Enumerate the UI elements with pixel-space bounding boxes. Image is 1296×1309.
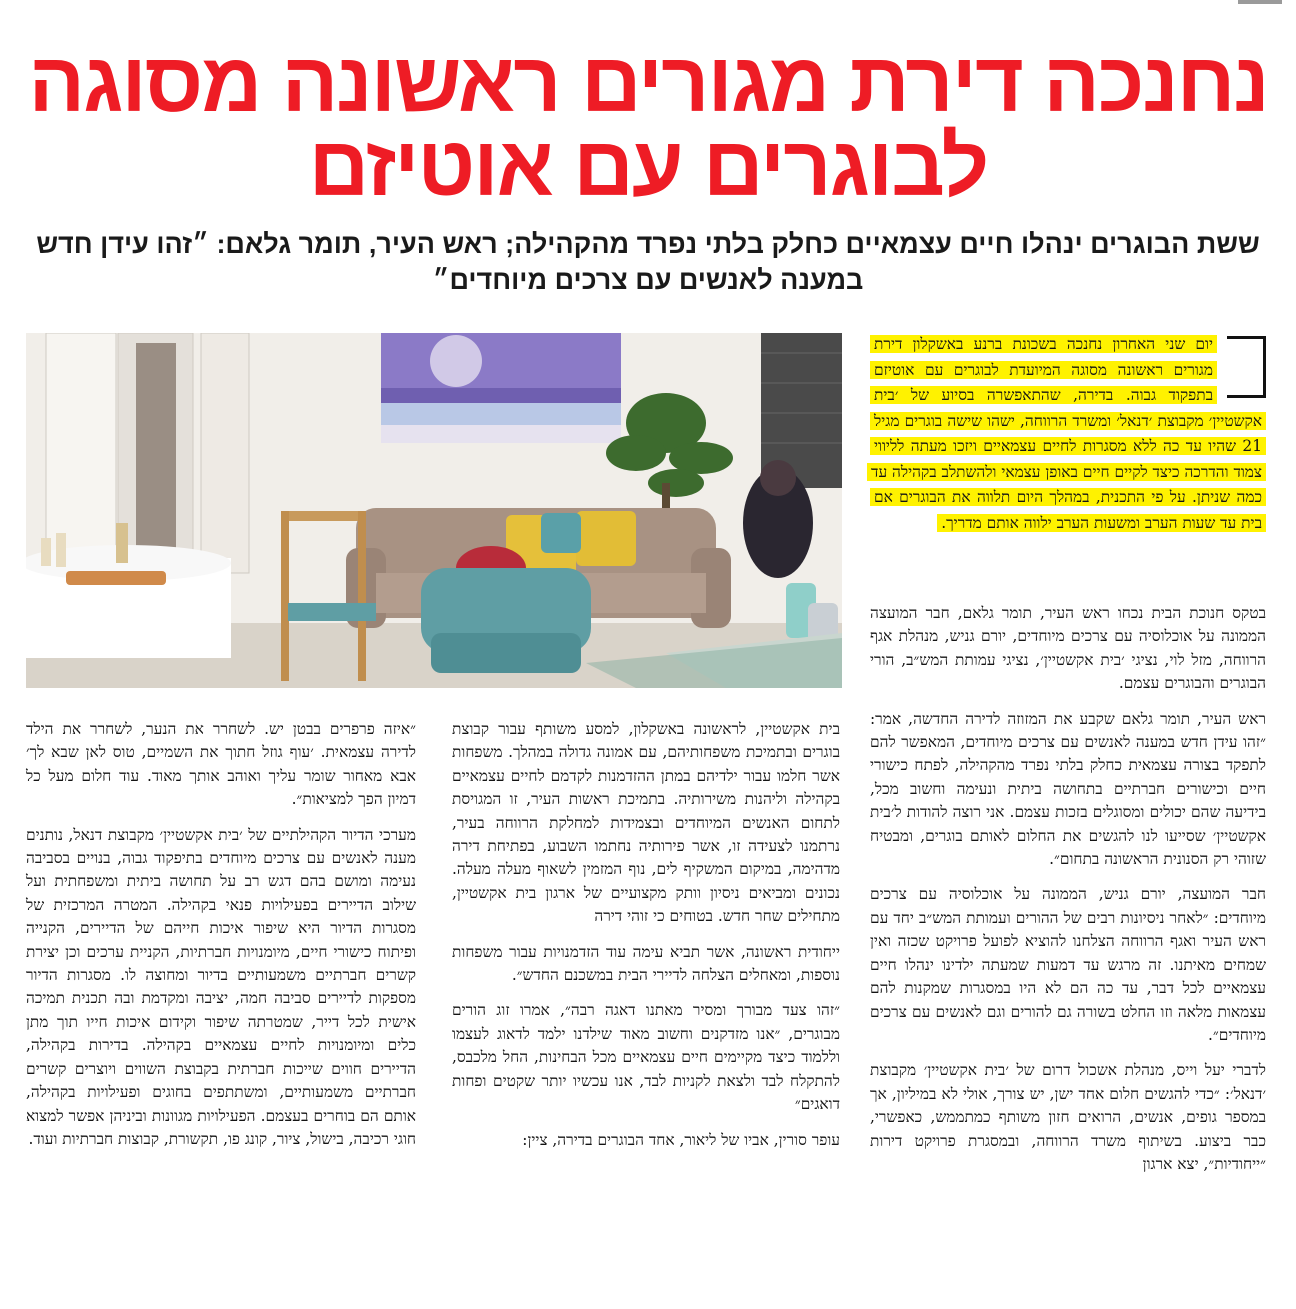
paragraph: ראש העיר, תומר גלאם שקבע את המזוזה לדירה החדשה, אמר: ״זהו עידן חדש במענה לאנשים עם צרכים מיוחדים, המאפשר להם לתפקד בצורה עצמאית כחלק בלתי נפרד מהקהילה, לפתח כישורי חיים וכישורים חברתיים בתחושה ביתית ונעימה וחשוב מכל, בידיעה שהם יכולים ומסוגלים בזכות עצמם. אני רוצה להודות ל׳בית אקשטיין׳ שסייעו לנו להגשים את החלום לאותם בוגרים, ומבטיח שזוהי רק הסנונית הראשונה בתחום״.: [870, 709, 1266, 869]
paragraph: ״זהו צעד מבורך ומסיר מאתנו דאגה רבה״, אמרו זוג הורים מבוגרים, ״אנו מזדקנים וחשוב מאוד שילדנו ילמד לדאוג לעצמו וללמוד כיצד מקיימים חיים עצמאיים מכל הבחינות, החל מלכבס, להתקלח לבד ולצאת לקניות לבד, אנו עכשיו יותר שקטים ופחות דואגים״: [452, 1001, 840, 1114]
paragraph: ייחודית ראשונה, אשר תביא עימה עוד הזדמנויות עבור משפחות נוספות, ומאחלים הצלחה לדיירי הבית במשכנם החדש״.: [452, 942, 840, 985]
paragraph: בית אקשטיין, לראשונה באשקלון, למסע משותף עבור קבוצת בוגרים ובתמיכת משפחותיהם, עם אמונה גדולה במהלך. משפחות אשר חלמו עבור ילדיהם במתן ההזדמנות לקדמם לחיים עצמאיים בקהילה וליהנות משירותיה. בתמיכת ראשות העיר, זו המגויסת לתחום האנשים המיוחדים ובצמידות למחלקת הרווחה בעיר, נרתמנו לצעידה זו, אשר פירותיה נחתמו השבוע, בפתיחת דירה מדהימה, במיקום המשקיף לים, נוף המזמין לשאוף מעלה מעלה. נכונים ומביאים ניסיון וותק מקצועיים של ארגון בית אקשטיין, מתחילים שחר חדש. בטוחים כי זוהי דירה: [452, 720, 840, 926]
subheadline: ששת הבוגרים ינהלו חיים עצמאיים כחלק בלתי נפרד מהקהילה; ראש העיר, תומר גלאם: ״זהו עידן חדש במענה לאנשים עם צרכים מיוחדים״: [36, 229, 1260, 295]
paragraph: לדברי יעל וייס, מנהלת אשכול דרום של ׳בית אקשטיין׳ מקבוצת ׳דנאל׳: ״כדי להגשים חלום אחד ישן, יש צורך, אולי לא במיליון, אך במספר גופים, אנשים, הרואים חזון משותף כמתממש, כאפשרי, כבר ביצוע. בשיתוף משרד הרווחה, ובמסגרת פרויקט דירות ״ייחודיות״, יצא ארגון: [870, 1061, 1266, 1173]
top-rule: [1238, 0, 1282, 4]
lead-paragraph: [870, 332, 1266, 536]
middle-column: [452, 718, 840, 1164]
headline: נחנכה דירת מגורים ראשונה מסוגה לבוגרים עם אוטיזם: [28, 35, 1268, 213]
paragraph: עופר סורין, אביו של ליאור, אחד הבוגרים בדירה, ציין:: [522, 1130, 840, 1149]
photo-illustration: [26, 333, 842, 688]
paragraph: בטקס חנוכת הבית נכחו ראש העיר, תומר גלאם, חבר המועצה הממונה על אוכלוסיה עם צרכים מיוחדים, יורם גניש, מנהלת אגף הרווחה, מזל לוי, נציגי ׳בית אקשטיין׳, נציגי עמותת המש״ב, הורי הבוגרים והבוגרים עצמם.: [870, 604, 1266, 693]
lead-text: יום שני האחרון נחנכה בשכונת ברנע באשקלון דירת מגורים ראשונה מסוגה המיועדת לבוגרים עם אוטיזם בתפקוד גבוה. בדירה, שהתאפשרה בסיוע של ׳בית אקשטיין׳ מקבוצת ׳דנאל׳ ומשרד הרווחה, ישהו שישה בוגרים מגיל 21 שהיו עד כה ללא מסגרות לחיים עצמאיים ויזכו מעתה לליווי צמוד והדרכה כיצד לקיים חיים באופן עצמאי ולהשתלב בקהילה עד כמה שניתן. על פי התכנית, במהלך היום תלווה את הבוגרים אם בית עד שעות הערב ומשעות הערב ילווה אותם מדריך.: [867, 335, 1266, 532]
left-column: [26, 718, 416, 1163]
dropcap-bracket-icon: [1227, 336, 1266, 398]
paragraph: מערכי הדיור הקהילתיים של ׳בית אקשטיין׳ מקבוצת דנאל, נותנים מענה לאנשים עם צרכים מיוחדים בתיפקוד גבוה, בנויים בסביבה נעימה ומושם בהם דגש רב על תחושה ביתית ומשפחתית ועל שילוב הדיירים בפעילויות פנאי בקהילה. המטרה המרכזית של מסגרות הדיור היא שיפור איכות חייהם של הדיירים, הקנייה ופיתוח כישורי חיים, מיומנויות חברתיות, הקניית ערכים וכן יצירת קשרים חברתיים משמעותיים בדיור ומחוצה לו. מסגרות הדיור מספקות לדיירים סביבה חמה, יציבה ומקדמת ובה תכנית תמיכה אישית לכל דייר, שמטרתה שיפור וקידום איכות חייו תוך מתן כלים ומיומנויות לחיים עצמאיים בקהילה. בדירות בקהילה, הדיירים חווים שייכות חברתית בקבוצת השווים ויוצרים קשרים חברתיים משמעותיים, ומשתתפים בחוגים ופעילויות בקהילה, אותם הם בוחרים בעצמם. הפעילויות מגוונות וביניהן אפשר למצוא חוגי רכיבה, בישול, ציור, קונג פו, תקשורת, קבוצות חברתיות ועוד.: [26, 825, 416, 1148]
paragraph: חבר המועצה, יורם גניש, הממונה על אוכלוסיה עם צרכים מיוחדים: ״לאחר ניסיונות רבים של ההורים ועמותת המש״ב יחד עם ראש העיר ואגף הרווחה הצלחנו להוציא לפועל פרויקט שכזה ואין שמחים מאיתנו. זה מרגש עד דמעות שמעתה ילדינו ינהלו חיים עצמאיים לכל דבר, עד כה הם לא היו במסגרות שמקנות להם עצמאות מלאה וזו החלט בשורה גם להורים וגם לאנשים עם צרכים מיוחדים״.: [870, 885, 1266, 1044]
right-column: [870, 602, 1266, 1188]
paragraph: ״איזה פרפרים בבטן יש. לשחרר את הנער, לשחרר את הילד לדירה עצמאית. ׳עוף גוזל חתוך את השמיים, טוס לאן שבא לך׳ אבא מאחור שומר עליך ואוהב אותך מאוד. עוד חלום מעל כל דמיון הפך למציאות״.: [26, 720, 416, 809]
living-room-photo: [26, 333, 842, 688]
